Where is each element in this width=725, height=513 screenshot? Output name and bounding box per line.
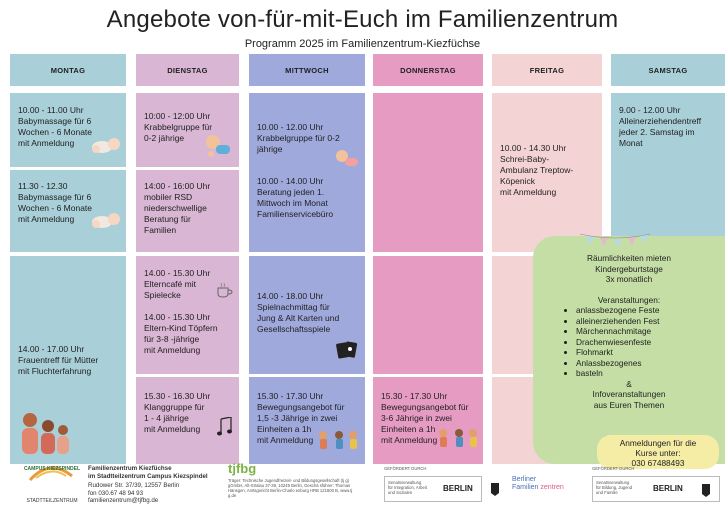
wednesday-e4-line: 1,5 -3 Jährige in zwei [257, 413, 338, 423]
thursday-e1-line: Bewegungsangebot für [381, 402, 469, 412]
carrier-text: Träger: Technische Jugendfreizeit- und Bildungsgesellschaft (tj g) gGmbH, Alt-Stralau 37-39, 10245 Berlin, Geschä sführer: Thomas Hänsgen, Amtsgericht Berlin-Charlo enburg HRB 121600 B, www.tj g.de [228, 478, 353, 498]
org-line: Familienzentrum Kiezfüchse [88, 465, 172, 472]
tuesday-e5-line: 1 - 4 jährige [144, 413, 189, 423]
friday-e1-line: mit Anmeldung [500, 187, 557, 197]
wednesday-e2-line: Beratung jeden 1. [257, 187, 325, 197]
monday-e2-time: 11.30 - 12.30 [18, 181, 68, 191]
wednesday-e1-line: jährige [257, 144, 283, 154]
famz-line: Berliner [512, 476, 537, 483]
tuesday-e1-time: 10:00 - 12:00 Uhr [144, 111, 211, 121]
wednesday-e2-line: Familienservicebüro [257, 209, 334, 219]
berlin-bear-icon [699, 482, 713, 498]
wednesday-e4-line: mit Anmeldung [257, 435, 314, 445]
children-playing-icon [435, 427, 479, 455]
header-saturday: SAMSTAG [611, 54, 725, 86]
tuesday-e3-time: 14.00 - 15.30 Uhr [144, 268, 211, 278]
senate-line: für Bildung, Jugend [596, 485, 633, 490]
saturday-e1-time: 9.00 - 12.00 Uhr [619, 105, 681, 115]
page-title: Angebote von-für-mit-Euch im Familienzentrum [106, 6, 619, 33]
header-thursday: DONNERSTAG [373, 54, 483, 86]
info-line: aus Euren Themen [593, 399, 665, 410]
wednesday-e3-line: Spielnachmittag für [257, 302, 330, 312]
events-list-item: • Drachenwiesenfeste [576, 337, 694, 348]
monday-e1-time: 10.00 - 11.00 Uhr [18, 105, 84, 115]
logo-text: CAMPUS KIEZSPINDEL [23, 466, 81, 472]
events-label: Veranstaltungen: [597, 294, 661, 305]
berlin-text: BERLIN [443, 484, 473, 493]
thursday-e1-line: Einheiten a 1h [381, 424, 436, 434]
address-info [88, 482, 179, 505]
tuesday-e3-line: Elterncafé mit [144, 279, 196, 289]
baby-icon [90, 210, 122, 230]
tuesday-e4-time: 14.00 - 15.30 Uhr [144, 312, 211, 322]
tuesday-e5-line: mit Anmeldung [144, 424, 201, 434]
saturday-slot-1 [611, 93, 725, 252]
rooms-heading-line: 3x monatlich [605, 274, 653, 284]
friday-e1-line: Ambulanz Treptow- [500, 165, 574, 175]
tuesday-e1-line: 0-2 jährige [144, 133, 185, 143]
wednesday-e3-time: 14.00 - 18.00 Uhr [257, 291, 324, 301]
header-friday: FREITAG [492, 54, 602, 86]
senate-line: für Integration, Arbeit [388, 485, 427, 490]
info-line: Infoveranstaltungen [592, 389, 666, 399]
tuesday-e4-line: für 3-8 -jährige [144, 334, 200, 344]
senate-integration-logo [384, 476, 482, 502]
thursday-e1-time: 15.30 - 17.30 Uhr [381, 391, 448, 401]
wednesday-e3-line: Gesellschaftsspiele [257, 324, 331, 334]
rooms-heading-line: Räumlichkeiten mieten [587, 253, 671, 263]
baby-icon [90, 135, 122, 155]
tuesday-e2-line: mobiler RSD [144, 192, 193, 202]
tuesday-e2-line: Familien [144, 225, 177, 235]
page-subtitle: Programm 2025 im Familienzentrum-Kiezfüchse [244, 38, 481, 50]
events-list-item: • Märchennachmitage [576, 326, 694, 337]
wednesday-e4-line: Einheiten a 1h [257, 424, 312, 434]
monday-slot-2 [10, 170, 126, 252]
events-list [564, 305, 694, 379]
family-illustration-icon [16, 406, 72, 456]
saturday-e1-line: Alleinerziehendentreff [619, 116, 702, 126]
thursday-slot-3 [373, 377, 483, 464]
senate-line: und Familie [596, 490, 618, 495]
wednesday-e4-time: 15.30 - 17.30 Uhr [257, 391, 324, 401]
events-list-item: • alleinerziehenden Fest [576, 316, 694, 327]
events-list-item: • basteln [576, 368, 694, 379]
funded-by-label: GEFÖRDERT DURCH [592, 466, 635, 471]
monday-slot-3 [10, 256, 126, 464]
tuesday-e5-time: 15.30 - 16.30 Uhr [144, 391, 211, 401]
bunting-icon [580, 232, 650, 248]
tuesday-e5-line: Klanggruppe für [144, 402, 205, 412]
tjfbg-logo: tjfbg [228, 461, 257, 476]
friday-e1-line: Köpenick [500, 176, 535, 186]
familienzentren-logo [512, 476, 564, 492]
berlin-bear-icon [488, 481, 502, 497]
monday-e2-line: Wochen - 6 Monate [18, 203, 93, 213]
thursday-e1-line: 3-6 Jährige in zwei [381, 413, 452, 423]
crawling-baby-icon [335, 149, 361, 169]
rooms-events-text [533, 253, 725, 410]
music-notes-icon [216, 417, 236, 441]
wednesday-slot-2 [249, 256, 365, 374]
signup-line: Kurse unter: [635, 448, 681, 458]
rooms-heading-line: Kindergeburtstage [595, 263, 663, 274]
thursday-e1-line: mit Anmeldung [381, 435, 438, 445]
coffee-cup-icon [216, 282, 234, 298]
tuesday-e4-line: Eltern-Kind Töpfern [144, 323, 218, 333]
signup-box [597, 435, 719, 469]
wednesday-e2-time: 10.00 - 14.00 Uhr [257, 176, 324, 186]
tuesday-e3-line: Spielecke [144, 290, 181, 300]
playing-cards-icon [335, 340, 359, 360]
berlin-text: BERLIN [653, 484, 683, 493]
tuesday-e2-line: Beratung für [144, 214, 191, 224]
senate-education-logo [592, 476, 720, 502]
org-info [88, 465, 208, 480]
senate-line: Senatsverwaltung [388, 480, 422, 485]
email-line: familienzentrum@tjfbg.de [88, 497, 159, 504]
thursday-slot-1 [373, 93, 483, 252]
monday-e3-line: Frauentreff für Mütter [18, 355, 99, 365]
children-playing-icon [315, 429, 361, 455]
saturday-e1-line: jeder 2. Samstag im [619, 127, 695, 137]
senate-line: Senatsverwaltung [596, 480, 630, 485]
header-tuesday: DIENSTAG [136, 54, 239, 86]
org-line: im Stadtteilzentrum Campus Kiezspindel [88, 472, 208, 480]
events-list-item: • anlassbezogene Feste [576, 305, 694, 316]
thursday-slot-2 [373, 256, 483, 374]
tuesday-slot-3 [136, 256, 239, 374]
wednesday-slot-3 [249, 377, 365, 464]
events-list-item: • Anlassbezogenes [576, 358, 694, 369]
ampersand: & [626, 378, 632, 389]
wednesday-e1-line: Krabbelgruppe für 0-2 [257, 133, 340, 143]
monday-e3-time: 14.00 - 17.00 Uhr [18, 344, 85, 354]
header-wednesday: MITTWOCH [249, 54, 365, 86]
wednesday-e4-line: Bewegungsangebot für [257, 402, 345, 412]
wednesday-e1-time: 10.00 - 12.00 Uhr [257, 122, 324, 132]
monday-e1-line: Wochen - 6 Monate [18, 127, 93, 137]
friday-e1-line: Schrei-Baby- [500, 154, 550, 164]
monday-e2-line: mit Anmeldung [18, 214, 75, 224]
tuesday-slot-1 [136, 93, 239, 167]
monday-e2-line: Babymassage für 6 [18, 192, 92, 202]
tuesday-e4-line: mit Anmeldung [144, 345, 201, 355]
wednesday-slot-1 [249, 93, 365, 252]
events-list-item: • Flohmarkt [576, 347, 694, 358]
address-line: Rudower Str. 37/39, 12557 Berlin [88, 482, 180, 489]
saturday-e1-line: Monat [619, 138, 643, 148]
tuesday-e2-time: 14:00 - 16:00 Uhr [144, 181, 211, 191]
monday-e1-line: mit Anmeldung [18, 138, 75, 148]
famz-line: Familien [512, 484, 539, 491]
funded-by-label: GEFÖRDERT DURCH [384, 466, 427, 471]
crawling-baby-icon [204, 133, 234, 159]
header-monday: MONTAG [10, 54, 126, 86]
tuesday-slot-2 [136, 170, 239, 252]
monday-slot-1 [10, 93, 126, 167]
famz-line: zentren [540, 484, 564, 491]
monday-e3-line: mit Fluchterfahrung [18, 366, 92, 376]
logo-subtext: STADTTEILZENTRUM [26, 498, 78, 504]
tuesday-e2-line: niederschwellige [144, 203, 207, 213]
signup-phone: 030 67488493 [631, 458, 685, 468]
wednesday-e2-line: Mittwoch im Monat [257, 198, 328, 208]
senate-line: und Soziales [388, 490, 412, 495]
wednesday-e3-line: Jung & Alt Karten und [257, 313, 340, 323]
friday-e1-time: 10.00 - 14.30 Uhr [500, 143, 567, 153]
phone-line: fon 030.67 48 94 93 [88, 489, 144, 497]
monday-e1-line: Babymassage für 6 [18, 116, 92, 126]
signup-line: Anmeldungen für die [619, 438, 697, 448]
tuesday-e1-line: Krabbelgruppe für [144, 122, 213, 132]
friday-slot-1 [492, 93, 602, 252]
